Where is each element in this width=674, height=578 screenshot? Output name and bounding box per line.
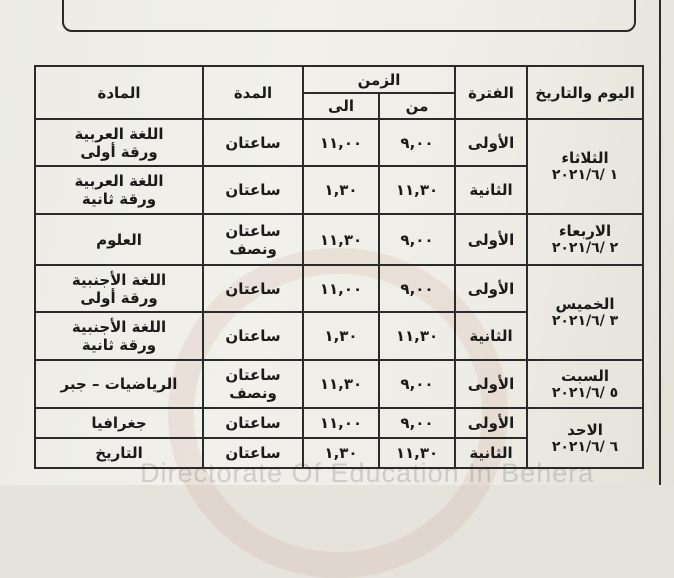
subject-cell: جغرافيا [35,408,203,438]
subject-cell [35,119,203,166]
time-from-cell: ١١,٣٠ [379,438,455,468]
day-date-cell [527,360,643,408]
day-name: الاحد [567,420,603,439]
day-name: الاربعاء [558,222,612,241]
day-name: الخميس [555,295,615,314]
day-date-cell [527,214,643,265]
period-cell: الأولى [455,214,527,265]
subject-cell: الرياضيات – جبر [35,360,203,408]
period-cell: الثانية [455,166,527,214]
header-time: الزمن [303,66,455,93]
day-name: الثلاثاء [561,149,609,168]
table-row [35,214,643,265]
exam-date: ٢ /٢٠٢١/٦ [551,240,619,257]
time-from-cell: ٩,٠٠ [379,119,455,166]
table-row [35,360,643,408]
subject-line: ورقة أولى [80,142,158,161]
time-to-cell: ١١,٣٠ [303,214,379,265]
subject-line: اللغة الأجنبية [71,270,167,289]
day-date-cell [527,408,643,468]
time-to-cell: ١١,٠٠ [303,408,379,438]
time-from-cell: ٩,٠٠ [379,214,455,265]
duration-cell [203,360,303,408]
duration-cell [203,214,303,265]
duration-cell: ساعتان [203,265,303,312]
period-cell: الأولى [455,119,527,166]
subject-cell: العلوم [35,214,203,265]
day-date-cell [527,119,643,214]
period-cell: الثانية [455,312,527,360]
subject-cell [35,312,203,360]
header-to: الى [303,93,379,119]
time-from-cell: ٩,٠٠ [379,265,455,312]
period-cell: الأولى [455,265,527,312]
time-to-cell: ١١,٠٠ [303,265,379,312]
table-row [35,408,643,438]
duration-cell: ساعتان [203,166,303,214]
table-row [35,119,643,166]
subject-line: اللغة الأجنبية [71,318,167,336]
day-name: السبت [560,366,610,385]
exam-date: ٣ /٢٠٢١/٦ [551,313,619,330]
header-subject: المادة [35,66,203,119]
time-from-cell: ١١,٣٠ [379,312,455,360]
subject-line: اللغة العربية [74,124,164,143]
exam-date: ٥ /٢٠٢١/٦ [551,384,619,401]
page-right-border [659,0,661,485]
header-row [35,66,643,93]
subject-line: ورقة ثانية [81,190,157,208]
duration-cell: ساعتان [203,119,303,166]
duration-line: ساعتان [225,366,281,384]
header-period: الفترة [455,66,527,119]
duration-line: ساعتان [225,221,281,240]
time-to-cell: ١١,٠٠ [303,119,379,166]
period-cell: الأولى [455,408,527,438]
duration-cell: ساعتان [203,312,303,360]
time-from-cell: ٩,٠٠ [379,408,455,438]
exam-schedule-table [34,65,644,469]
time-from-cell: ٩,٠٠ [379,360,455,408]
subject-line: ورقة ثانية [81,336,157,354]
time-to-cell: ١,٣٠ [303,312,379,360]
duration-cell: ساعتان [203,438,303,468]
time-to-cell: ١,٣٠ [303,166,379,214]
watermark-text: Directorate Of Education In Behera [140,458,595,488]
duration-cell: ساعتان [203,408,303,438]
subject-cell: التاريخ [35,438,203,468]
subject-cell [35,265,203,312]
exam-date: ١ /٢٠٢١/٦ [551,167,619,184]
header-day-date: اليوم والتاريخ [527,66,643,119]
day-date-cell [527,265,643,360]
subject-line: ورقة أولى [80,288,158,307]
header-duration: المدة [203,66,303,119]
time-from-cell: ١١,٣٠ [379,166,455,214]
period-cell: الثانية [455,438,527,468]
duration-line: ونصف [229,239,277,258]
time-to-cell: ١,٣٠ [303,438,379,468]
header-from: من [379,93,455,119]
period-cell: الأولى [455,360,527,408]
subject-cell [35,166,203,214]
time-to-cell: ١١,٣٠ [303,360,379,408]
exam-date: ٦ /٢٠٢١/٦ [551,438,619,455]
duration-line: ونصف [229,384,277,402]
table-row [35,265,643,312]
subject-line: اللغة العربية [74,172,164,190]
top-info-box [62,0,636,32]
